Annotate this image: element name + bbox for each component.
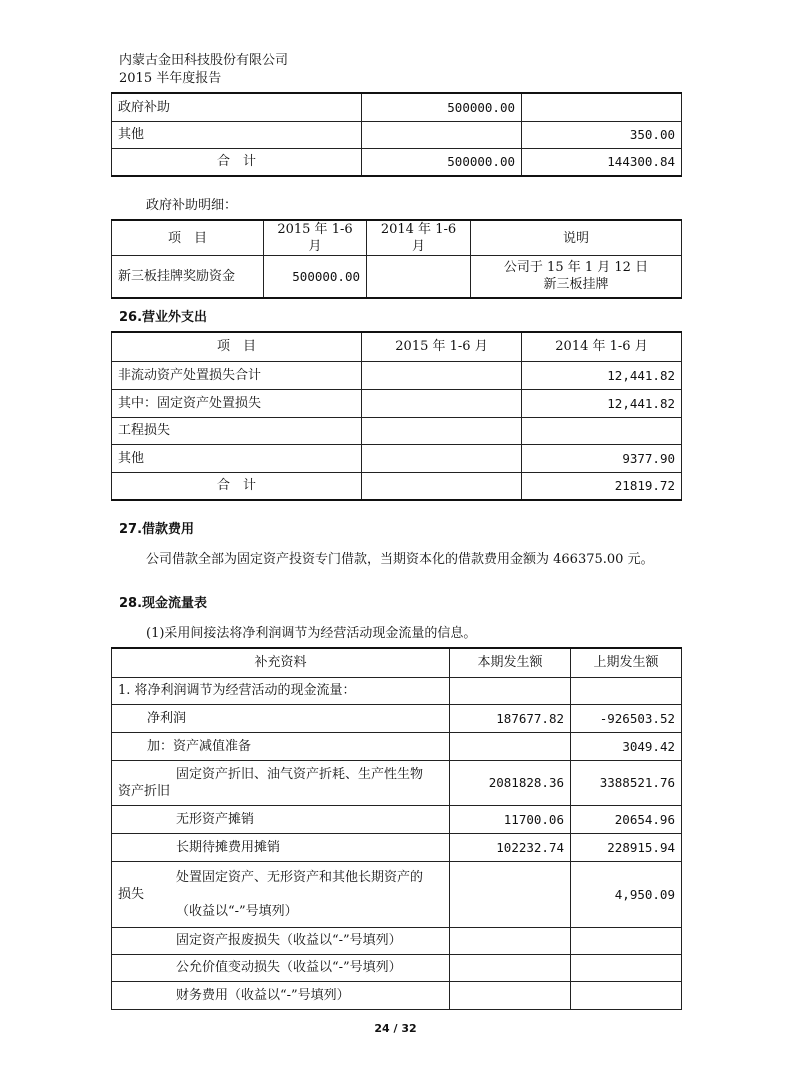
row-item: 合 计: [112, 472, 362, 500]
col-header: 2015 年 1-6 月: [264, 220, 367, 256]
row-current: [450, 861, 571, 927]
table-row: [112, 93, 682, 121]
section-26-title: 26.营业外支出: [119, 310, 208, 325]
row-item-line: （收益以“-”号填列）: [176, 903, 298, 919]
row-prior: 12,441.82: [522, 389, 682, 417]
row-item: 固定资产报废损失（收益以“-”号填列）: [112, 927, 450, 954]
row-item: 新三板挂牌奖励资金: [112, 256, 264, 298]
cash-flow-table: [111, 647, 682, 1010]
table-row: [112, 805, 682, 833]
row-current: 500000.00: [264, 256, 367, 298]
col-header: 本期发生额: [450, 648, 571, 677]
row-item: 合 计: [112, 148, 362, 176]
col-header: 补充资料: [112, 648, 450, 677]
table-row: [112, 121, 682, 148]
table-row: [112, 732, 682, 760]
row-current: [450, 677, 571, 704]
table-row: [112, 954, 682, 981]
row-item-line: 固定资产折旧、油气资产折耗、生产性生物: [176, 766, 424, 782]
row-current: [362, 121, 522, 148]
col-header: 2015 年 1-6 月: [362, 332, 522, 361]
row-prior: 9377.90: [522, 444, 682, 472]
table-header-row: [112, 332, 682, 361]
row-item: 1. 将净利润调节为经营活动的现金流量：: [112, 677, 450, 704]
table-row: [112, 760, 682, 805]
table-row: [112, 861, 682, 927]
row-prior: 144300.84: [522, 148, 682, 176]
subsidy-detail-table: [111, 219, 682, 299]
table-row-total: [112, 472, 682, 500]
row-item: 工程损失: [112, 417, 362, 444]
table-row: [112, 704, 682, 732]
non-operating-income-table: [111, 92, 682, 177]
row-item: 财务费用（收益以“-”号填列）: [112, 981, 450, 1009]
report-title: 2015 半年度报告: [119, 71, 222, 86]
section-27-title: 27.借款费用: [119, 522, 195, 537]
row-prior: 4,950.09: [571, 861, 682, 927]
row-item-line: 资产折旧: [118, 783, 171, 799]
row-current: 187677.82: [450, 704, 571, 732]
row-prior: 20654.96: [571, 805, 682, 833]
row-current: [362, 417, 522, 444]
table-row: [112, 361, 682, 389]
table-row: [112, 833, 682, 861]
row-prior: 12,441.82: [522, 361, 682, 389]
row-item: [112, 760, 450, 805]
row-current: 2081828.36: [450, 760, 571, 805]
note-line: 新三板挂牌: [543, 277, 609, 293]
table-row: [112, 981, 682, 1009]
row-item: 公允价值变动损失（收益以“-”号填列）: [112, 954, 450, 981]
row-prior: 3049.42: [571, 732, 682, 760]
row-item: [112, 861, 450, 927]
row-item: 长期待摊费用摊销: [112, 833, 450, 861]
section-28-intro: (1)采用间接法将净利润调节为经营活动现金流量的信息。: [146, 626, 477, 641]
row-item-line: 损失: [118, 886, 145, 902]
row-item: 政府补助: [112, 93, 362, 121]
row-current: [450, 927, 571, 954]
row-item: 其他: [112, 121, 362, 148]
row-prior: [571, 954, 682, 981]
row-prior: [522, 417, 682, 444]
row-item: 非流动资产处置损失合计: [112, 361, 362, 389]
section-27-text: 公司借款全部为固定资产投资专门借款，当期资本化的借款费用金额为 466375.00 元。: [146, 552, 654, 567]
table-row: [112, 444, 682, 472]
row-item: 其他: [112, 444, 362, 472]
row-current: [362, 361, 522, 389]
row-prior: [522, 93, 682, 121]
row-current: 500000.00: [362, 148, 522, 176]
row-prior: 228915.94: [571, 833, 682, 861]
row-prior: -926503.52: [571, 704, 682, 732]
company-name: 内蒙古金田科技股份有限公司: [119, 53, 289, 68]
table-header-row: [112, 220, 682, 256]
col-header: 2014 年 1-6 月: [522, 332, 682, 361]
row-current: [362, 444, 522, 472]
row-prior: 21819.72: [522, 472, 682, 500]
col-header: 2014 年 1-6 月: [367, 220, 471, 256]
col-header: 上期发生额: [571, 648, 682, 677]
row-prior: 350.00: [522, 121, 682, 148]
section-28-title: 28.现金流量表: [119, 596, 208, 611]
table-row-total: [112, 148, 682, 176]
row-current: [362, 389, 522, 417]
col-header: 说明: [471, 220, 682, 256]
table-row: [112, 389, 682, 417]
row-current: 102232.74: [450, 833, 571, 861]
row-prior: [571, 981, 682, 1009]
col-header: 项 目: [112, 220, 264, 256]
row-item: 净利润: [112, 704, 450, 732]
row-item: 加：资产减值准备: [112, 732, 450, 760]
row-prior: 3388521.76: [571, 760, 682, 805]
row-prior: [571, 677, 682, 704]
row-current: [450, 732, 571, 760]
col-header: 项 目: [112, 332, 362, 361]
table-row: [112, 256, 682, 298]
row-current: [450, 981, 571, 1009]
row-item: 无形资产摊销: [112, 805, 450, 833]
note-line: 公司于 15 年 1 月 12 日: [503, 260, 649, 276]
row-prior: [367, 256, 471, 298]
table-header-row: [112, 648, 682, 677]
page-number: 24 / 32: [374, 1022, 417, 1035]
table-row: [112, 927, 682, 954]
row-current: 500000.00: [362, 93, 522, 121]
row-current: [362, 472, 522, 500]
row-note: [471, 256, 682, 298]
row-prior: [571, 927, 682, 954]
row-item: 其中：固定资产处置损失: [112, 389, 362, 417]
non-operating-expense-table: [111, 331, 682, 501]
row-current: [450, 954, 571, 981]
row-item-line: 处置固定资产、无形资产和其他长期资产的: [176, 869, 424, 885]
subsidy-heading: 政府补助明细：: [146, 198, 238, 213]
row-current: 11700.06: [450, 805, 571, 833]
table-row: [112, 417, 682, 444]
table-row: [112, 677, 682, 704]
